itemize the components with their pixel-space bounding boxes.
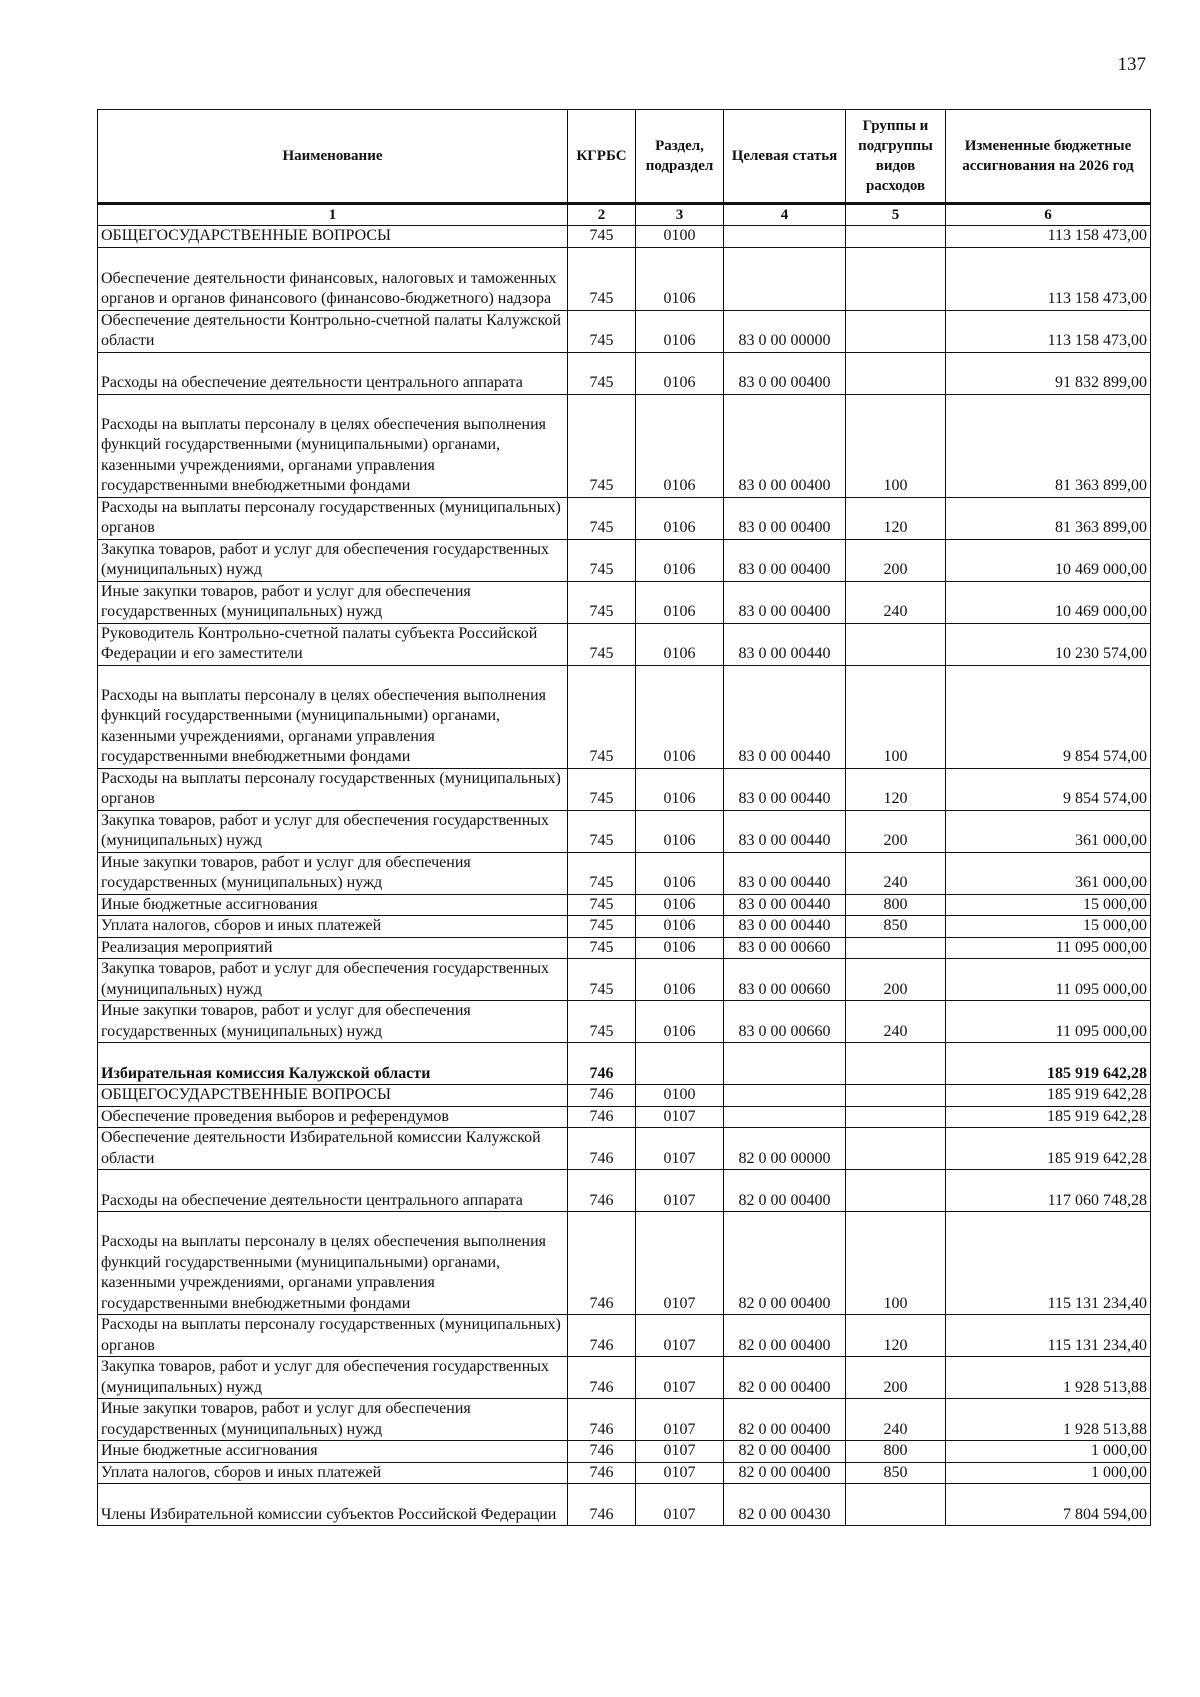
cell-group: 120 (846, 1315, 946, 1357)
cell-section: 0106 (636, 352, 724, 394)
cell-name: ОБЩЕГОСУДАРСТВЕННЫЕ ВОПРОСЫ (98, 226, 568, 248)
cell-group: 850 (846, 1462, 946, 1484)
cell-section: 0107 (636, 1315, 724, 1357)
table-row (98, 1399, 1151, 1441)
table-row (98, 394, 1151, 497)
cell-section: 0106 (636, 623, 724, 665)
cell-kgrbs: 745 (568, 894, 636, 916)
cell-amount: 361 000,00 (946, 810, 1151, 852)
cell-group: 200 (846, 959, 946, 1001)
cell-name: Обеспечение деятельности Контрольно-счетной палаты Калужской области (98, 310, 568, 352)
cell-target: 83 0 00 00440 (724, 768, 846, 810)
cell-amount: 11 095 000,00 (946, 1001, 1151, 1043)
cell-target (724, 226, 846, 248)
column-number: 4 (724, 204, 846, 226)
cell-section: 0107 (636, 1170, 724, 1212)
cell-kgrbs: 746 (568, 1399, 636, 1441)
cell-target: 83 0 00 00660 (724, 1001, 846, 1043)
table-row (98, 1484, 1151, 1526)
cell-kgrbs: 745 (568, 581, 636, 623)
cell-kgrbs: 746 (568, 1212, 636, 1315)
column-number: 1 (98, 204, 568, 226)
cell-target: 83 0 00 00440 (724, 623, 846, 665)
cell-kgrbs: 745 (568, 665, 636, 768)
cell-section: 0106 (636, 247, 724, 310)
cell-group: 200 (846, 810, 946, 852)
cell-name: Обеспечение проведения выборов и референдумов (98, 1106, 568, 1128)
cell-target: 83 0 00 00400 (724, 581, 846, 623)
cell-name: Иные закупки товаров, работ и услуг для обеспечения государственных (муниципальных) нужд (98, 1399, 568, 1441)
cell-target (724, 1085, 846, 1107)
cell-group: 240 (846, 581, 946, 623)
table-row (98, 916, 1151, 938)
cell-section: 0106 (636, 768, 724, 810)
cell-target: 83 0 00 00400 (724, 497, 846, 539)
cell-name: Расходы на выплаты персоналу государственных (муниципальных) органов (98, 1315, 568, 1357)
cell-name: Закупка товаров, работ и услуг для обеспечения государственных (муниципальных) нужд (98, 810, 568, 852)
column-number: 3 (636, 204, 724, 226)
cell-group: 240 (846, 1001, 946, 1043)
table-row (98, 623, 1151, 665)
cell-kgrbs: 745 (568, 768, 636, 810)
table-row (98, 1128, 1151, 1170)
cell-group: 240 (846, 1399, 946, 1441)
cell-amount: 7 804 594,00 (946, 1484, 1151, 1526)
cell-kgrbs: 745 (568, 539, 636, 581)
table-row (98, 959, 1151, 1001)
cell-section: 0106 (636, 1001, 724, 1043)
cell-section: 0106 (636, 497, 724, 539)
table-row (98, 1170, 1151, 1212)
cell-kgrbs: 745 (568, 226, 636, 248)
cell-section: 0106 (636, 810, 724, 852)
cell-group: 100 (846, 665, 946, 768)
cell-kgrbs: 746 (568, 1462, 636, 1484)
cell-group (846, 1106, 946, 1128)
cell-kgrbs: 746 (568, 1106, 636, 1128)
table-row (98, 352, 1151, 394)
cell-amount: 1 928 513,88 (946, 1399, 1151, 1441)
cell-kgrbs: 745 (568, 247, 636, 310)
cell-amount: 15 000,00 (946, 894, 1151, 916)
cell-group (846, 623, 946, 665)
table-row (98, 581, 1151, 623)
cell-amount: 113 158 473,00 (946, 310, 1151, 352)
cell-name: Уплата налогов, сборов и иных платежей (98, 916, 568, 938)
cell-amount: 185 919 642,28 (946, 1106, 1151, 1128)
cell-section: 0106 (636, 539, 724, 581)
cell-target (724, 1043, 846, 1085)
cell-section: 0106 (636, 581, 724, 623)
cell-group: 120 (846, 768, 946, 810)
cell-amount: 9 854 574,00 (946, 665, 1151, 768)
cell-target: 83 0 00 00440 (724, 852, 846, 894)
cell-target: 82 0 00 00000 (724, 1128, 846, 1170)
table-row (98, 1315, 1151, 1357)
cell-name: Закупка товаров, работ и услуг для обеспечения государственных (муниципальных) нужд (98, 539, 568, 581)
table-header-row (98, 110, 1151, 204)
cell-kgrbs: 745 (568, 959, 636, 1001)
cell-group: 850 (846, 916, 946, 938)
cell-name: Расходы на выплаты персоналу в целях обеспечения выполнения функций государственными (муниципальными) органами, казенными учреждениями, органами управления государственными внебюджетными фондами (98, 394, 568, 497)
cell-amount: 115 131 234,40 (946, 1212, 1151, 1315)
cell-amount: 115 131 234,40 (946, 1315, 1151, 1357)
cell-target (724, 247, 846, 310)
cell-kgrbs: 745 (568, 394, 636, 497)
cell-group (846, 352, 946, 394)
cell-kgrbs: 745 (568, 937, 636, 959)
table-row (98, 1043, 1151, 1085)
cell-target: 82 0 00 00400 (724, 1315, 846, 1357)
cell-section: 0106 (636, 959, 724, 1001)
cell-kgrbs: 745 (568, 310, 636, 352)
cell-group (846, 310, 946, 352)
cell-kgrbs: 746 (568, 1315, 636, 1357)
column-number-row (98, 204, 1151, 226)
cell-target (724, 1106, 846, 1128)
header-groups: Группы и подгруппы видов расходов (846, 110, 946, 204)
table-row (98, 247, 1151, 310)
cell-target: 83 0 00 00400 (724, 394, 846, 497)
cell-amount: 1 000,00 (946, 1441, 1151, 1463)
cell-group (846, 1043, 946, 1085)
table-row (98, 310, 1151, 352)
cell-section: 0107 (636, 1462, 724, 1484)
cell-kgrbs: 746 (568, 1441, 636, 1463)
cell-kgrbs: 745 (568, 623, 636, 665)
cell-group (846, 1170, 946, 1212)
cell-name: Расходы на обеспечение деятельности центрального аппарата (98, 352, 568, 394)
cell-section: 0106 (636, 394, 724, 497)
cell-target: 83 0 00 00440 (724, 894, 846, 916)
column-number: 6 (946, 204, 1151, 226)
page-number: 137 (1117, 54, 1146, 75)
cell-amount: 10 469 000,00 (946, 539, 1151, 581)
cell-name: Иные закупки товаров, работ и услуг для обеспечения государственных (муниципальных) нужд (98, 581, 568, 623)
cell-amount: 117 060 748,28 (946, 1170, 1151, 1212)
cell-section: 0106 (636, 310, 724, 352)
cell-group (846, 1085, 946, 1107)
column-number: 5 (846, 204, 946, 226)
cell-target: 83 0 00 00440 (724, 916, 846, 938)
cell-section: 0107 (636, 1484, 724, 1526)
cell-name: Уплата налогов, сборов и иных платежей (98, 1462, 568, 1484)
cell-target: 82 0 00 00400 (724, 1357, 846, 1399)
table-row (98, 539, 1151, 581)
cell-kgrbs: 745 (568, 497, 636, 539)
cell-section: 0107 (636, 1212, 724, 1315)
cell-name: Обеспечение деятельности финансовых, налоговых и таможенных органов и органов финансового (финансово-бюджетного) надзора (98, 247, 568, 310)
table-row (98, 1357, 1151, 1399)
cell-name: Иные закупки товаров, работ и услуг для обеспечения государственных (муниципальных) нужд (98, 1001, 568, 1043)
cell-amount: 113 158 473,00 (946, 247, 1151, 310)
cell-name: ОБЩЕГОСУДАРСТВЕННЫЕ ВОПРОСЫ (98, 1085, 568, 1107)
cell-kgrbs: 746 (568, 1357, 636, 1399)
cell-kgrbs: 746 (568, 1128, 636, 1170)
cell-section: 0100 (636, 226, 724, 248)
cell-section: 0107 (636, 1357, 724, 1399)
cell-target: 83 0 00 00000 (724, 310, 846, 352)
cell-name: Избирательная комиссия Калужской области (98, 1043, 568, 1085)
cell-target: 83 0 00 00660 (724, 937, 846, 959)
column-number: 2 (568, 204, 636, 226)
cell-amount: 81 363 899,00 (946, 394, 1151, 497)
cell-amount: 1 928 513,88 (946, 1357, 1151, 1399)
cell-kgrbs: 746 (568, 1085, 636, 1107)
cell-amount: 11 095 000,00 (946, 959, 1151, 1001)
cell-name: Расходы на выплаты персоналу государственных (муниципальных) органов (98, 768, 568, 810)
table-row (98, 226, 1151, 248)
cell-kgrbs: 745 (568, 352, 636, 394)
cell-name: Закупка товаров, работ и услуг для обеспечения государственных (муниципальных) нужд (98, 959, 568, 1001)
cell-group: 200 (846, 539, 946, 581)
cell-group: 800 (846, 1441, 946, 1463)
cell-group (846, 1484, 946, 1526)
cell-kgrbs: 745 (568, 916, 636, 938)
cell-amount: 10 230 574,00 (946, 623, 1151, 665)
table-row (98, 1441, 1151, 1463)
table-row (98, 1212, 1151, 1315)
cell-section: 0107 (636, 1399, 724, 1441)
header-kgrbs: КГРБС (568, 110, 636, 204)
header-target: Целевая статья (724, 110, 846, 204)
cell-group: 240 (846, 852, 946, 894)
header-amount: Измененные бюджетные ассигнования на 2026 год (946, 110, 1151, 204)
cell-amount: 81 363 899,00 (946, 497, 1151, 539)
cell-amount: 10 469 000,00 (946, 581, 1151, 623)
table-row (98, 937, 1151, 959)
cell-group: 120 (846, 497, 946, 539)
cell-section: 0107 (636, 1441, 724, 1463)
cell-target: 82 0 00 00400 (724, 1441, 846, 1463)
cell-kgrbs: 746 (568, 1484, 636, 1526)
cell-amount: 113 158 473,00 (946, 226, 1151, 248)
cell-target: 82 0 00 00400 (724, 1399, 846, 1441)
cell-amount: 11 095 000,00 (946, 937, 1151, 959)
cell-section: 0107 (636, 1106, 724, 1128)
budget-table (97, 109, 1151, 1526)
cell-target: 83 0 00 00400 (724, 352, 846, 394)
table-row (98, 665, 1151, 768)
cell-name: Расходы на обеспечение деятельности центрального аппарата (98, 1170, 568, 1212)
cell-section: 0106 (636, 916, 724, 938)
table-row (98, 810, 1151, 852)
cell-group: 200 (846, 1357, 946, 1399)
cell-target: 83 0 00 00440 (724, 810, 846, 852)
table-row (98, 768, 1151, 810)
cell-name: Иные бюджетные ассигнования (98, 894, 568, 916)
cell-section: 0106 (636, 894, 724, 916)
cell-amount: 9 854 574,00 (946, 768, 1151, 810)
cell-name: Расходы на выплаты персоналу в целях обеспечения выполнения функций государственными (муниципальными) органами, казенными учреждениями, органами управления государственными внебюджетными фондами (98, 1212, 568, 1315)
cell-group (846, 937, 946, 959)
header-name: Наименование (98, 110, 568, 204)
table-row (98, 852, 1151, 894)
cell-target: 83 0 00 00660 (724, 959, 846, 1001)
cell-name: Иные бюджетные ассигнования (98, 1441, 568, 1463)
cell-target: 82 0 00 00430 (724, 1484, 846, 1526)
cell-section: 0100 (636, 1085, 724, 1107)
table-row (98, 497, 1151, 539)
cell-target: 83 0 00 00400 (724, 539, 846, 581)
cell-name: Члены Избирательной комиссии субъектов Российской Федерации (98, 1484, 568, 1526)
cell-group (846, 247, 946, 310)
cell-amount: 185 919 642,28 (946, 1128, 1151, 1170)
cell-section: 0106 (636, 852, 724, 894)
cell-name: Расходы на выплаты персоналу государственных (муниципальных) органов (98, 497, 568, 539)
table-row (98, 1462, 1151, 1484)
cell-group: 100 (846, 394, 946, 497)
cell-target: 82 0 00 00400 (724, 1462, 846, 1484)
cell-kgrbs: 745 (568, 1001, 636, 1043)
table-row (98, 1085, 1151, 1107)
cell-kgrbs: 745 (568, 810, 636, 852)
cell-name: Иные закупки товаров, работ и услуг для обеспечения государственных (муниципальных) нужд (98, 852, 568, 894)
cell-target: 82 0 00 00400 (724, 1212, 846, 1315)
cell-group (846, 226, 946, 248)
cell-kgrbs: 746 (568, 1170, 636, 1212)
cell-section (636, 1043, 724, 1085)
table-row (98, 1001, 1151, 1043)
cell-amount: 185 919 642,28 (946, 1085, 1151, 1107)
cell-section: 0107 (636, 1128, 724, 1170)
table-row (98, 1106, 1151, 1128)
cell-group: 100 (846, 1212, 946, 1315)
cell-group (846, 1128, 946, 1170)
cell-name: Закупка товаров, работ и услуг для обеспечения государственных (муниципальных) нужд (98, 1357, 568, 1399)
cell-amount: 361 000,00 (946, 852, 1151, 894)
cell-section: 0106 (636, 937, 724, 959)
cell-name: Реализация мероприятий (98, 937, 568, 959)
cell-kgrbs: 746 (568, 1043, 636, 1085)
table-body (98, 226, 1151, 1526)
cell-kgrbs: 745 (568, 852, 636, 894)
cell-target: 83 0 00 00440 (724, 665, 846, 768)
table-row (98, 894, 1151, 916)
cell-target: 82 0 00 00400 (724, 1170, 846, 1212)
cell-amount: 185 919 642,28 (946, 1043, 1151, 1085)
cell-name: Расходы на выплаты персоналу в целях обеспечения выполнения функций государственными (муниципальными) органами, казенными учреждениями, органами управления государственными внебюджетными фондами (98, 665, 568, 768)
cell-amount: 1 000,00 (946, 1462, 1151, 1484)
cell-amount: 91 832 899,00 (946, 352, 1151, 394)
cell-amount: 15 000,00 (946, 916, 1151, 938)
cell-name: Руководитель Контрольно-счетной палаты субъекта Российской Федерации и его заместители (98, 623, 568, 665)
cell-section: 0106 (636, 665, 724, 768)
cell-name: Обеспечение деятельности Избирательной комиссии Калужской области (98, 1128, 568, 1170)
header-section: Раздел, подраздел (636, 110, 724, 204)
cell-group: 800 (846, 894, 946, 916)
